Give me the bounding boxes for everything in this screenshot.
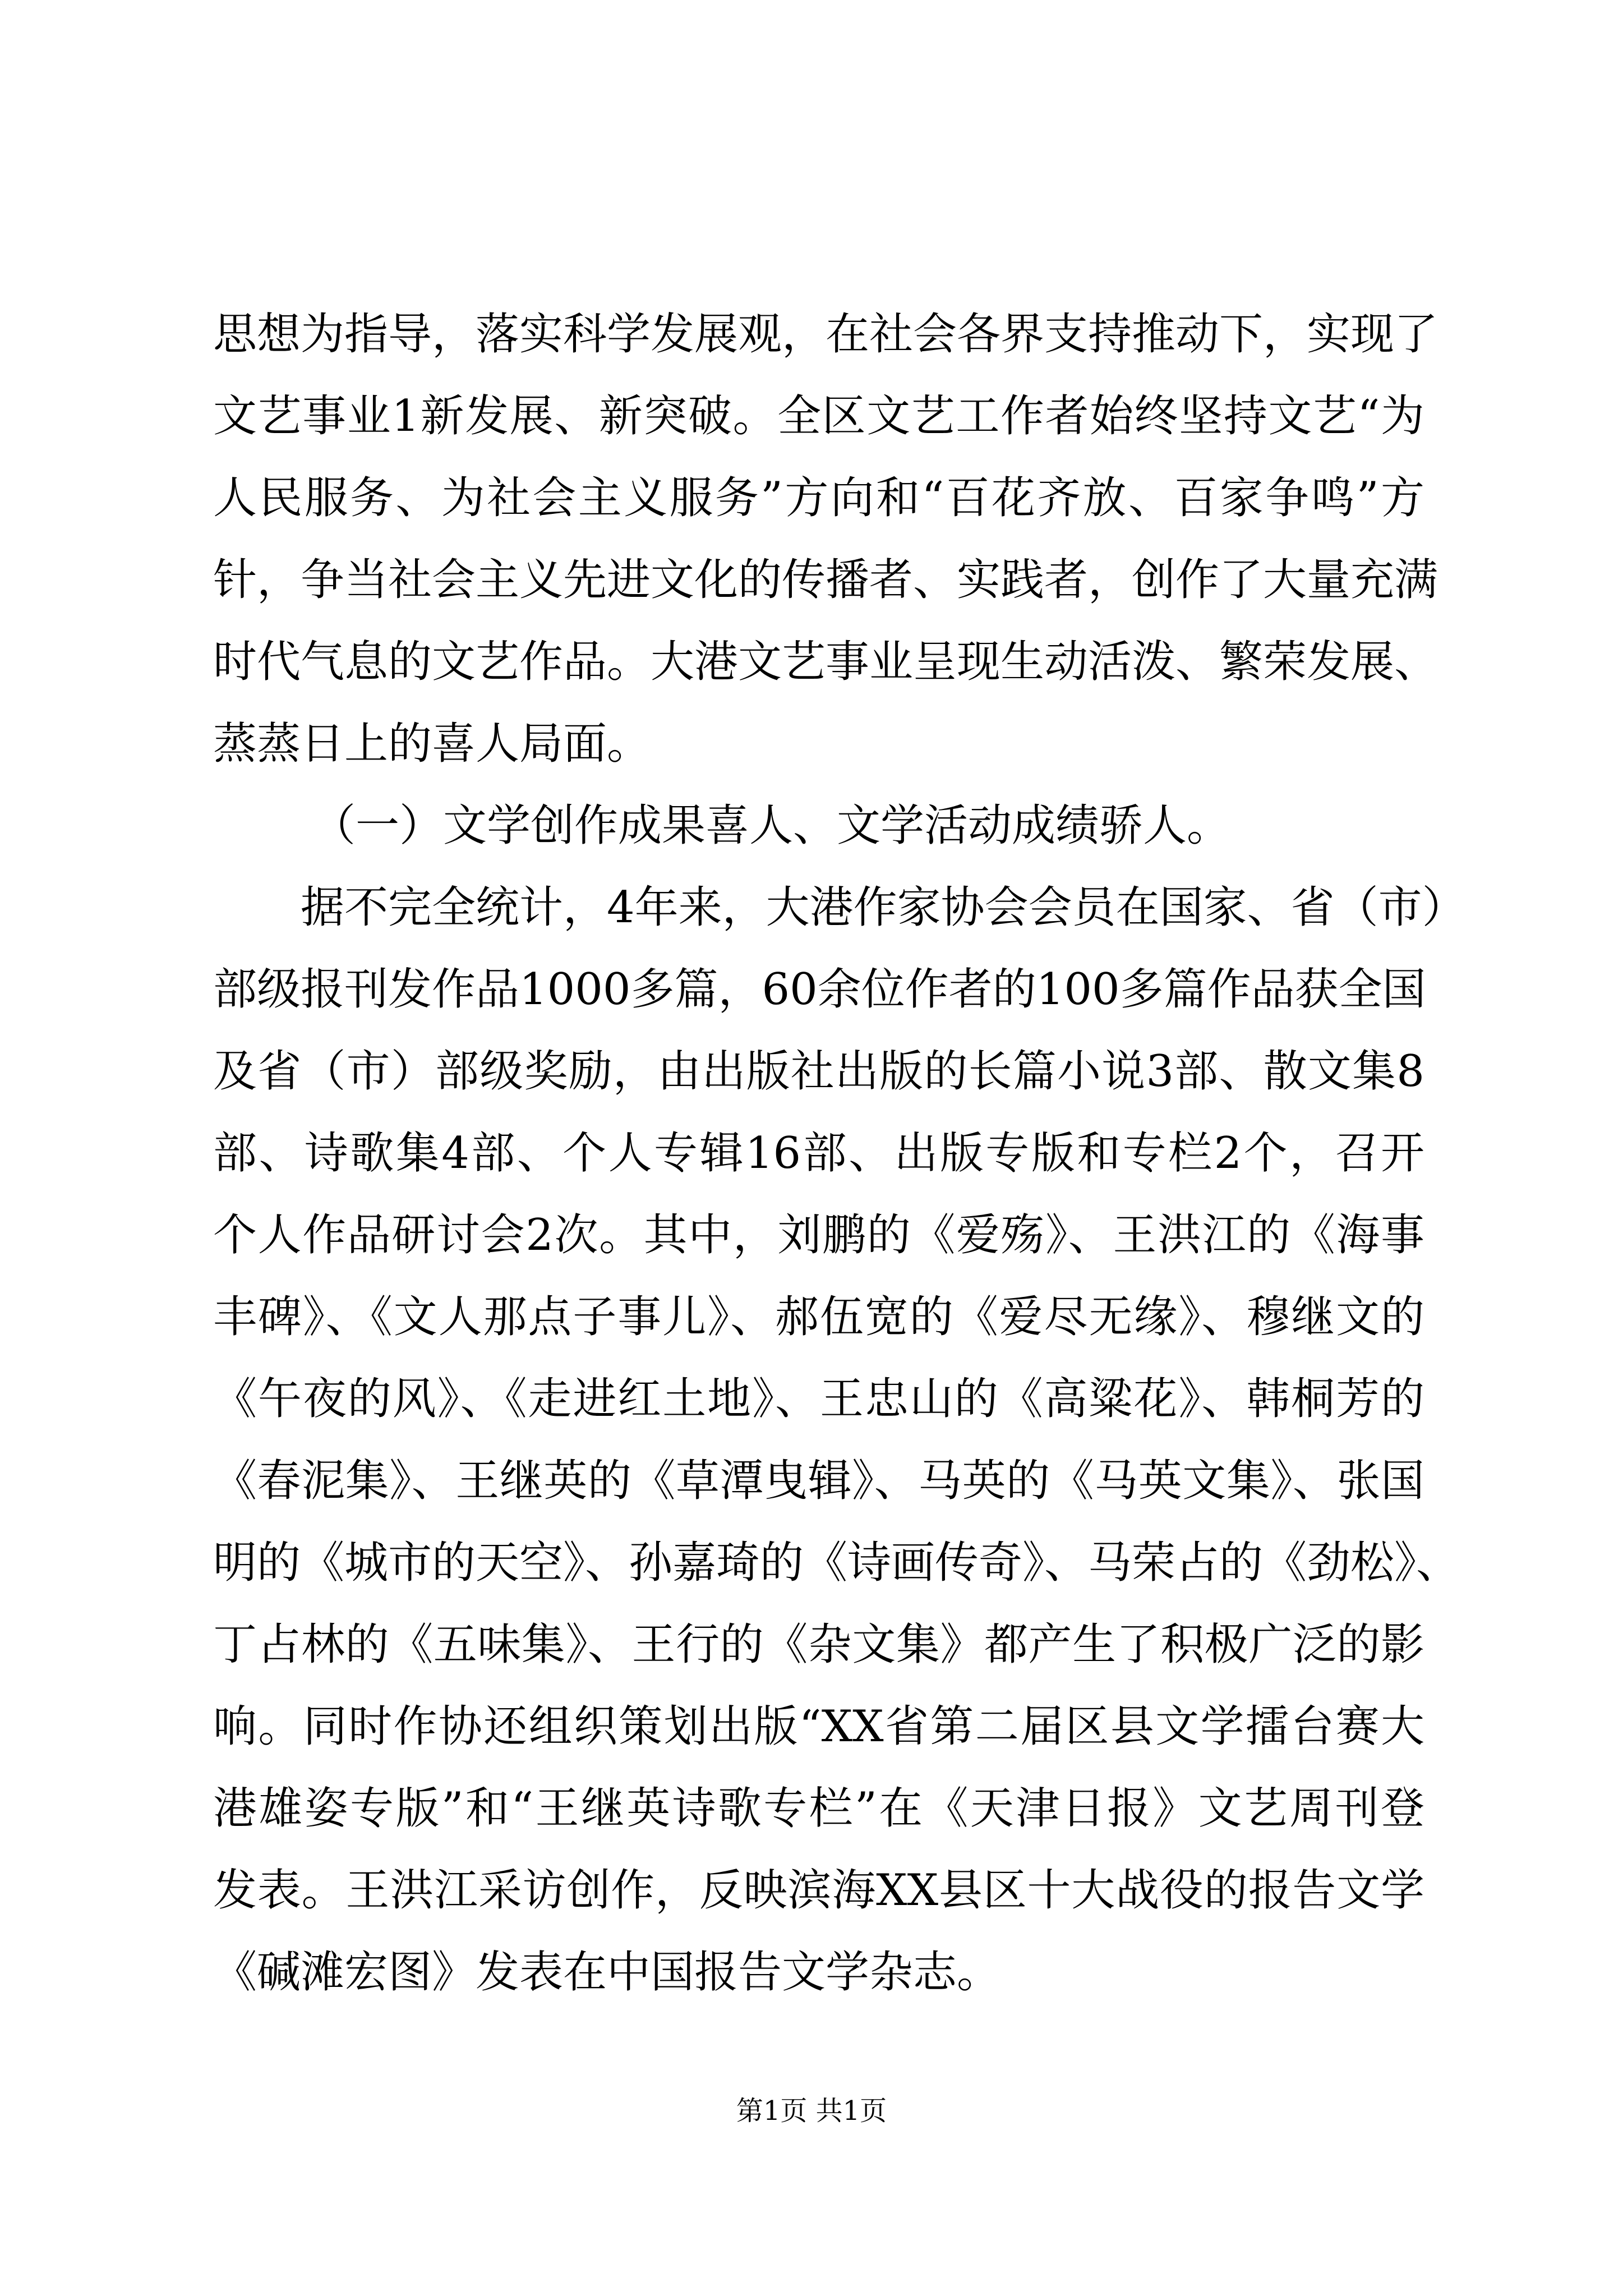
paragraph-line: 部级报刊发作品1000多篇，60余位作者的100多篇作品获全国 bbox=[213, 964, 1426, 1015]
paragraph-line: 《碱滩宏图》发表在中国报告文学杂志。 bbox=[213, 1947, 1001, 1998]
paragraph-line: 响。同时作协还组织策划出版“XX省第二届区县文学擂台赛大 bbox=[213, 1701, 1424, 1752]
paragraph-line: 明的《城市的天空》、孙嘉琦的《诗画传奇》、马荣占的《劲松》、 bbox=[213, 1538, 1460, 1588]
paragraph-line: 针，争当社会主义先进文化的传播者、实践者，创作了大量充满 bbox=[213, 555, 1438, 605]
paragraph-line: 丁占林的《五味集》、王行的《杂文集》都产生了积极广泛的影 bbox=[213, 1619, 1424, 1670]
paragraph-line: 文艺事业1新发展、新突破。全区文艺工作者始终坚持文艺“为 bbox=[213, 391, 1424, 441]
page-footer: 第1页 共1页 bbox=[736, 2095, 887, 2127]
paragraph-line: 个人作品研讨会2次。其中，刘鹏的《爱殇》、王洪江的《海事 bbox=[213, 1210, 1424, 1260]
section-heading: （一）文学创作成果喜人、文学活动成绩骄人。 bbox=[312, 800, 1231, 851]
paragraph-line: 人民服务、为社会主义服务”方向和“百花齐放、百家争鸣”方 bbox=[213, 473, 1424, 523]
paragraph-line: 部、诗歌集4部、个人专辑16部、出版专版和专栏2个，召开 bbox=[213, 1128, 1424, 1179]
paragraph-line: 据不完全统计，4年来，大港作家协会会员在国家、省（市） bbox=[301, 882, 1466, 933]
paragraph-line: 发表。王洪江采访创作，反映滨海XX县区十大战役的报告文学 bbox=[213, 1865, 1424, 1916]
paragraph-line: 及省（市）部级奖励，由出版社出版的长篇小说3部、散文集8 bbox=[213, 1046, 1424, 1097]
paragraph-line: 《午夜的风》、《走进红土地》、王忠山的《高粱花》、韩桐芳的 bbox=[213, 1374, 1424, 1424]
paragraph-line: 《春泥集》、王继英的《草潭曳辑》、马英的《马英文集》、张国 bbox=[213, 1456, 1424, 1506]
paragraph-line: 时代气息的文艺作品。大港文艺事业呈现生动活泼、繁荣发展、 bbox=[213, 637, 1438, 687]
paragraph-line: 思想为指导，落实科学发展观，在社会各界支持推动下，实现了 bbox=[213, 309, 1438, 360]
paragraph-line: 丰碑》、《文人那点子事儿》、郝伍宽的《爱尽无缘》、穆继文的 bbox=[213, 1292, 1424, 1342]
paragraph-line: 蒸蒸日上的喜人局面。 bbox=[213, 719, 651, 769]
paragraph-line: 港雄姿专版”和“王继英诗歌专栏”在《天津日报》文艺周刊登 bbox=[213, 1783, 1424, 1834]
